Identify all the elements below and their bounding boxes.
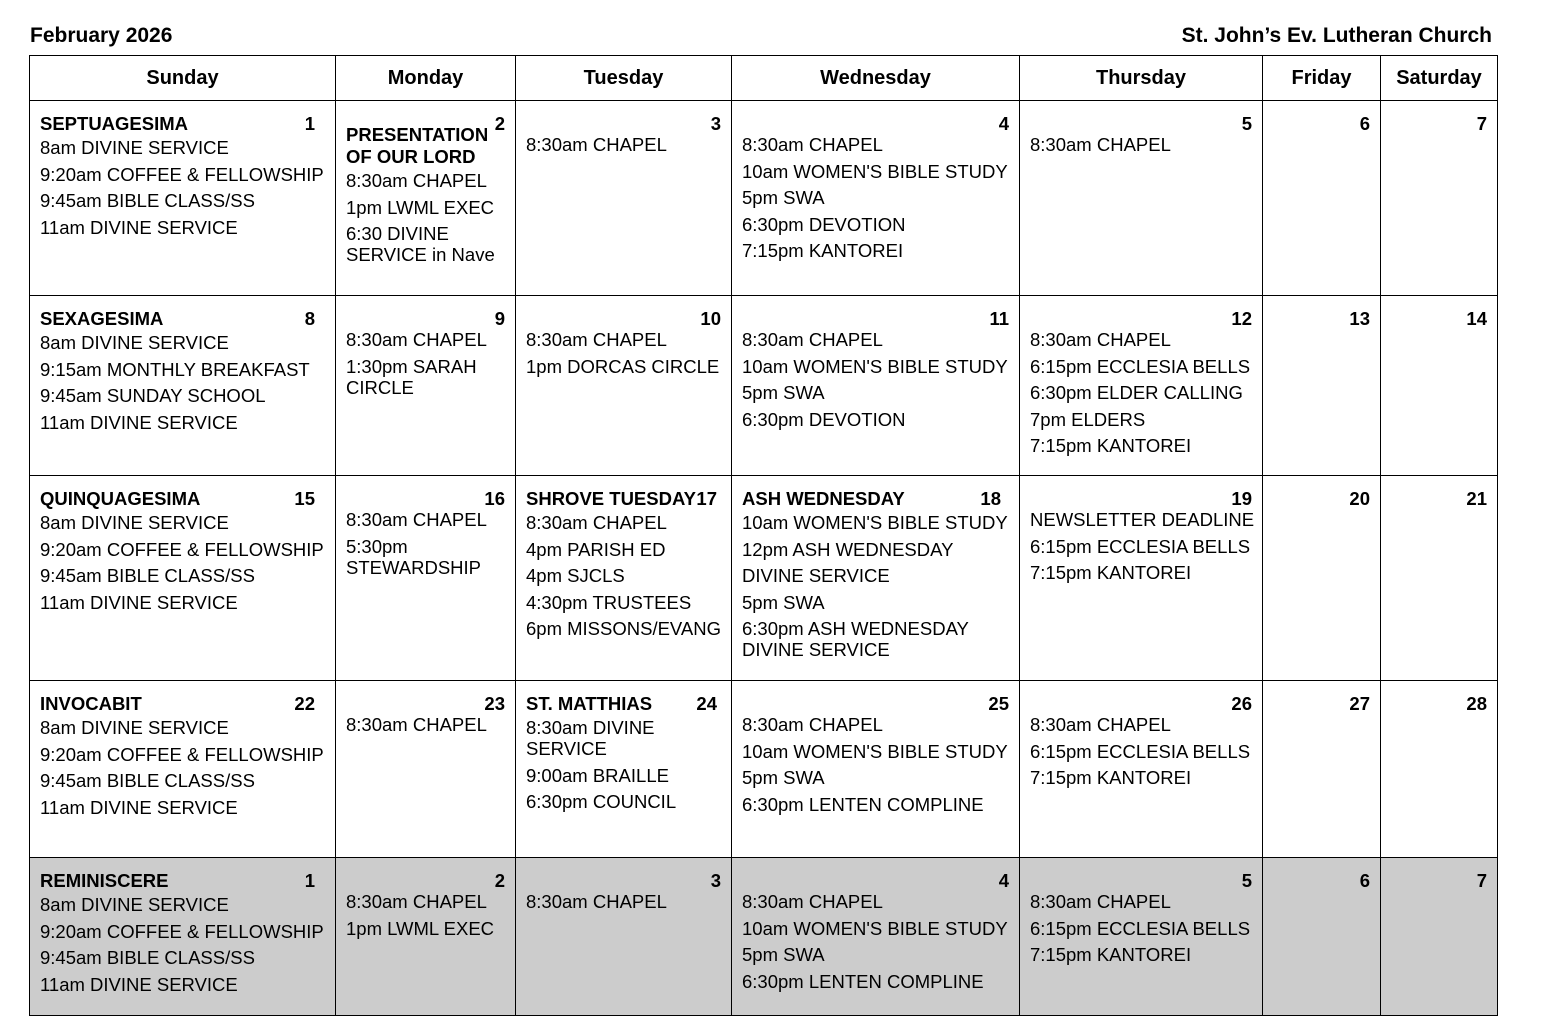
event-item: 11am DIVINE SERVICE (40, 973, 238, 995)
event-item: 8:30am CHAPEL (742, 329, 883, 350)
day-cell[interactable] (1263, 296, 1381, 476)
weekday-header-sunday: Sunday (30, 56, 336, 101)
day-cell-content (732, 681, 1019, 857)
day-cell-content (1381, 296, 1497, 475)
event-item: 6:30 DIVINE SERVICE in Nave (346, 223, 495, 265)
day-cell-content (1020, 476, 1262, 680)
day-cell-content (30, 858, 335, 1015)
event-item: 9:45am BIBLE CLASS/SS (40, 565, 255, 586)
feast-title: INVOCABIT (40, 693, 142, 714)
event-item: 10am WOMEN'S BIBLE STUDY (742, 917, 1008, 939)
week-row (30, 476, 1498, 681)
day-number: 2 (494, 870, 505, 891)
day-number: 5 (1241, 870, 1252, 891)
day-cell-content (30, 476, 335, 680)
feast-title: SEXAGESIMA (40, 308, 164, 329)
day-cell-content (336, 476, 515, 680)
event-item: 4:30pm TRUSTEES (526, 591, 692, 613)
day-cell-content (516, 101, 731, 295)
event-item: 8:30am CHAPEL (742, 891, 883, 912)
day-cell-content (1263, 858, 1380, 1015)
cell-top-spacer (526, 307, 723, 329)
day-cell[interactable] (1263, 476, 1381, 681)
event-item: 4pm SJCLS (526, 565, 625, 586)
day-cell-content (336, 858, 515, 1015)
day-cell-content (516, 858, 731, 1015)
feast-title: SHROVE TUESDAY (526, 488, 696, 509)
event-item: 8:30am CHAPEL (346, 509, 487, 530)
day-cell[interactable] (336, 296, 516, 476)
day-cell[interactable] (30, 476, 336, 681)
calendar-grid (29, 55, 1497, 1011)
weekday-header-saturday: Saturday (1381, 56, 1498, 101)
day-cell[interactable] (516, 296, 732, 476)
event-item: 6:30pm COUNCIL (526, 791, 677, 812)
event-item: 9:00am BRAILLE (526, 764, 669, 786)
day-cell-content (1020, 296, 1262, 475)
day-cell-content (1381, 858, 1497, 1015)
feast-title: PRESENTATION OF OUR LORD (346, 124, 489, 167)
event-item: 8:30am CHAPEL (526, 512, 667, 533)
event-item: 8:30am CHAPEL (1030, 714, 1171, 735)
day-cell-content (732, 476, 1019, 680)
day-cell[interactable] (336, 858, 516, 1016)
day-cell[interactable] (336, 681, 516, 858)
day-cell[interactable] (1020, 101, 1263, 296)
day-cell[interactable] (30, 681, 336, 858)
day-cell-content (1263, 296, 1380, 475)
day-number: 4 (998, 113, 1009, 134)
cell-top-spacer (742, 692, 1011, 714)
event-item: 8:30am CHAPEL (346, 329, 487, 350)
cell-top-spacer (1030, 307, 1254, 329)
event-item: 11am DIVINE SERVICE (40, 411, 238, 433)
day-cell[interactable] (1381, 681, 1498, 858)
day-number: 13 (1349, 308, 1370, 329)
day-number: 19 (1231, 488, 1252, 509)
event-item: 5pm SWA (742, 187, 825, 208)
day-cell-content (1263, 476, 1380, 680)
day-number: 17 (696, 488, 717, 509)
day-cell[interactable] (1263, 101, 1381, 296)
day-number: 7 (1476, 870, 1487, 891)
event-item: 6:30pm DEVOTION (742, 213, 906, 235)
day-cell-content (732, 858, 1019, 1015)
day-cell[interactable] (1020, 858, 1263, 1016)
week-row (30, 296, 1498, 476)
cell-top-spacer (742, 112, 1011, 134)
weekday-header-monday: Monday (336, 56, 516, 101)
day-number: 20 (1349, 488, 1370, 509)
event-item: 9:15am MONTHLY BREAKFAST (40, 358, 310, 380)
feast-title: QUINQUAGESIMA (40, 488, 201, 509)
event-item: NEWSLETTER DEADLINE (1030, 509, 1255, 530)
event-item: 9:20am COFFEE & FELLOWSHIP (40, 538, 324, 560)
event-item: 5:30pm STEWARDSHIP (346, 535, 481, 578)
day-cell[interactable] (732, 296, 1020, 476)
day-number: 18 (980, 488, 1001, 509)
day-cell[interactable] (1020, 296, 1263, 476)
event-item: 1pm LWML EXEC (346, 196, 495, 218)
calendar-table (29, 55, 1498, 1016)
week-row (30, 681, 1498, 858)
cell-top-spacer (1030, 487, 1254, 509)
month-title: February 2026 (30, 24, 173, 47)
day-number: 10 (700, 308, 721, 329)
event-item: 9:20am COFFEE & FELLOWSHIP (40, 163, 324, 185)
cell-top-spacer (526, 869, 723, 891)
event-item: 8:30am CHAPEL (742, 714, 883, 735)
day-cell-content (336, 681, 515, 857)
event-item: 5pm SWA (742, 944, 825, 965)
weekday-header-wednesday: Wednesday (732, 56, 1020, 101)
day-cell[interactable] (1020, 476, 1263, 681)
cell-top-spacer (346, 307, 507, 329)
day-number: 9 (494, 308, 505, 329)
day-cell[interactable] (732, 681, 1020, 858)
day-cell-content (1020, 858, 1262, 1015)
day-cell[interactable] (516, 101, 732, 296)
day-cell-content (516, 476, 731, 680)
event-item: 6:30pm LENTEN COMPLINE (742, 970, 984, 992)
event-item: 9:45am SUNDAY SCHOOL (40, 385, 266, 406)
event-item: 6pm MISSONS/EVANG (526, 618, 721, 639)
event-item: 7:15pm KANTOREI (1030, 435, 1192, 456)
event-item: 5pm SWA (742, 591, 825, 613)
event-item: 9:45am BIBLE CLASS/SS (40, 947, 255, 968)
weekday-header-tuesday: Tuesday (516, 56, 732, 101)
event-item: 6:15pm ECCLESIA BELLS (1030, 917, 1251, 939)
event-item: 5pm SWA (742, 382, 825, 403)
day-cell[interactable] (1020, 681, 1263, 858)
day-number: 24 (696, 693, 717, 714)
event-item: 10am WOMEN'S BIBLE STUDY (742, 740, 1008, 762)
event-item: 8:30am CHAPEL (1030, 329, 1171, 350)
day-cell-content (1020, 681, 1262, 857)
day-number: 3 (710, 870, 721, 891)
day-cell[interactable] (30, 296, 336, 476)
day-number: 26 (1231, 693, 1252, 714)
cell-top-spacer (1030, 112, 1254, 134)
day-cell-content (30, 101, 335, 295)
day-cell-content (516, 296, 731, 475)
day-cell[interactable] (1263, 681, 1381, 858)
day-cell-content (1381, 681, 1497, 857)
day-cell[interactable] (1263, 858, 1381, 1016)
event-item: 6:15pm ECCLESIA BELLS (1030, 535, 1251, 557)
event-item: 7:15pm KANTOREI (742, 240, 904, 261)
cell-top-spacer (346, 869, 507, 891)
cell-top-spacer (1273, 869, 1372, 891)
day-cell[interactable] (732, 476, 1020, 681)
event-item: 1pm DORCAS CIRCLE (526, 355, 720, 377)
event-item: 6:30pm ASH WEDNESDAY DIVINE SERVICE (742, 618, 969, 660)
event-item: 8:30am DIVINE SERVICE (526, 717, 655, 759)
church-name: St. John’s Ev. Lutheran Church (1181, 24, 1492, 47)
feast-title: ASH WEDNESDAY (742, 488, 905, 509)
day-cell-content (30, 296, 335, 475)
day-cell[interactable] (516, 681, 732, 858)
event-item: 10am WOMEN'S BIBLE STUDY (742, 355, 1008, 377)
day-number: 6 (1359, 113, 1370, 134)
event-item: 8:30am CHAPEL (346, 170, 487, 191)
day-number: 28 (1466, 693, 1487, 714)
day-number: 15 (294, 488, 315, 509)
event-item: 7pm ELDERS (1030, 408, 1146, 430)
event-item: 8:30am CHAPEL (742, 134, 883, 155)
cell-top-spacer (742, 307, 1011, 329)
event-item: 6:15pm ECCLESIA BELLS (1030, 355, 1251, 377)
day-number: 12 (1231, 308, 1252, 329)
event-item: 10am WOMEN'S BIBLE STUDY (742, 512, 1008, 533)
event-item: 7:15pm KANTOREI (1030, 944, 1192, 965)
weekday-header-friday: Friday (1263, 56, 1381, 101)
cell-top-spacer (742, 869, 1011, 891)
day-cell-content (516, 681, 731, 857)
day-cell-content (30, 681, 335, 857)
day-cell-content (732, 296, 1019, 475)
day-cell-content (1263, 681, 1380, 857)
day-number: 22 (294, 693, 315, 714)
day-number: 7 (1476, 113, 1487, 134)
day-cell-content (1381, 476, 1497, 680)
day-cell[interactable] (516, 858, 732, 1016)
event-item: 8am DIVINE SERVICE (40, 332, 229, 353)
day-number: 1 (304, 113, 315, 134)
week-row (30, 858, 1498, 1016)
day-cell[interactable] (30, 101, 336, 296)
event-item: 4pm PARISH ED (526, 538, 666, 560)
day-cell-content (1263, 101, 1380, 295)
event-item: 6:30pm ELDER CALLING (1030, 382, 1243, 403)
event-item: 8am DIVINE SERVICE (40, 137, 229, 158)
event-item: 9:45am BIBLE CLASS/SS (40, 190, 255, 211)
day-number: 27 (1349, 693, 1370, 714)
weekday-header-thursday: Thursday (1020, 56, 1263, 101)
event-item: 8am DIVINE SERVICE (40, 894, 229, 915)
event-item: 1pm LWML EXEC (346, 917, 495, 939)
event-item: 10am WOMEN'S BIBLE STUDY (742, 160, 1008, 182)
week-row (30, 101, 1498, 296)
event-item: 8:30am CHAPEL (526, 891, 667, 912)
day-number: 14 (1466, 308, 1487, 329)
event-item: DIVINE SERVICE (742, 565, 890, 586)
feast-title: ST. MATTHIAS (526, 693, 653, 714)
event-item: 7:15pm KANTOREI (1030, 767, 1192, 788)
event-item: 8:30am CHAPEL (1030, 134, 1171, 155)
event-item: 7:15pm KANTOREI (1030, 562, 1192, 583)
day-cell-content (1020, 101, 1262, 295)
cell-top-spacer (526, 112, 723, 134)
event-item: 11am DIVINE SERVICE (40, 216, 238, 238)
day-number: 1 (304, 870, 315, 891)
event-item: 1:30pm SARAH CIRCLE (346, 355, 477, 398)
event-item: 8am DIVINE SERVICE (40, 717, 229, 738)
day-cell[interactable] (516, 476, 732, 681)
event-item: 8:30am CHAPEL (1030, 891, 1171, 912)
cell-top-spacer (1030, 869, 1254, 891)
day-number: 6 (1359, 870, 1370, 891)
day-number: 16 (484, 488, 505, 509)
event-item: 6:15pm ECCLESIA BELLS (1030, 740, 1251, 762)
cell-top-spacer (346, 487, 507, 509)
day-cell[interactable] (1381, 101, 1498, 296)
day-cell[interactable] (1381, 476, 1498, 681)
event-item: 8:30am CHAPEL (526, 329, 667, 350)
day-number: 25 (988, 693, 1009, 714)
cell-top-spacer (1391, 112, 1489, 134)
event-item: 8:30am CHAPEL (526, 134, 667, 155)
day-cell-content (336, 101, 515, 295)
event-item: 9:20am COFFEE & FELLOWSHIP (40, 743, 324, 765)
day-number: 2 (494, 113, 505, 134)
event-item: 11am DIVINE SERVICE (40, 796, 238, 818)
calendar-body (30, 101, 1498, 1016)
event-item: 5pm SWA (742, 767, 825, 788)
event-item: 8:30am CHAPEL (346, 891, 487, 912)
event-item: 6:30pm DEVOTION (742, 408, 906, 430)
event-item: 11am DIVINE SERVICE (40, 591, 238, 613)
day-number: 8 (304, 308, 315, 329)
day-cell[interactable] (30, 858, 336, 1016)
day-number: 5 (1241, 113, 1252, 134)
day-number: 21 (1466, 488, 1487, 509)
day-cell[interactable] (732, 101, 1020, 296)
event-item: 6:30pm LENTEN COMPLINE (742, 793, 984, 815)
event-item: 8am DIVINE SERVICE (40, 512, 229, 533)
cell-top-spacer (1030, 692, 1254, 714)
day-cell-content (732, 101, 1019, 295)
event-item: 9:45am BIBLE CLASS/SS (40, 770, 255, 791)
event-item: 8:30am CHAPEL (346, 714, 487, 735)
weekday-header-row (30, 56, 1498, 101)
day-cell[interactable] (732, 858, 1020, 1016)
day-number: 11 (989, 308, 1009, 329)
feast-title: REMINISCERE (40, 870, 169, 891)
feast-title: SEPTUAGESIMA (40, 113, 189, 134)
day-cell-content (1381, 101, 1497, 295)
event-item: 12pm ASH WEDNESDAY (742, 538, 954, 560)
day-cell[interactable] (336, 476, 516, 681)
day-cell-content (336, 296, 515, 475)
day-cell[interactable] (1381, 858, 1498, 1016)
day-cell[interactable] (336, 101, 516, 296)
cell-top-spacer (346, 692, 507, 714)
cell-top-spacer (1273, 112, 1372, 134)
day-number: 4 (998, 870, 1009, 891)
event-item: 9:20am COFFEE & FELLOWSHIP (40, 920, 324, 942)
cell-top-spacer (1391, 869, 1489, 891)
day-number: 3 (710, 113, 721, 134)
day-cell[interactable] (1381, 296, 1498, 476)
day-number: 23 (484, 693, 505, 714)
